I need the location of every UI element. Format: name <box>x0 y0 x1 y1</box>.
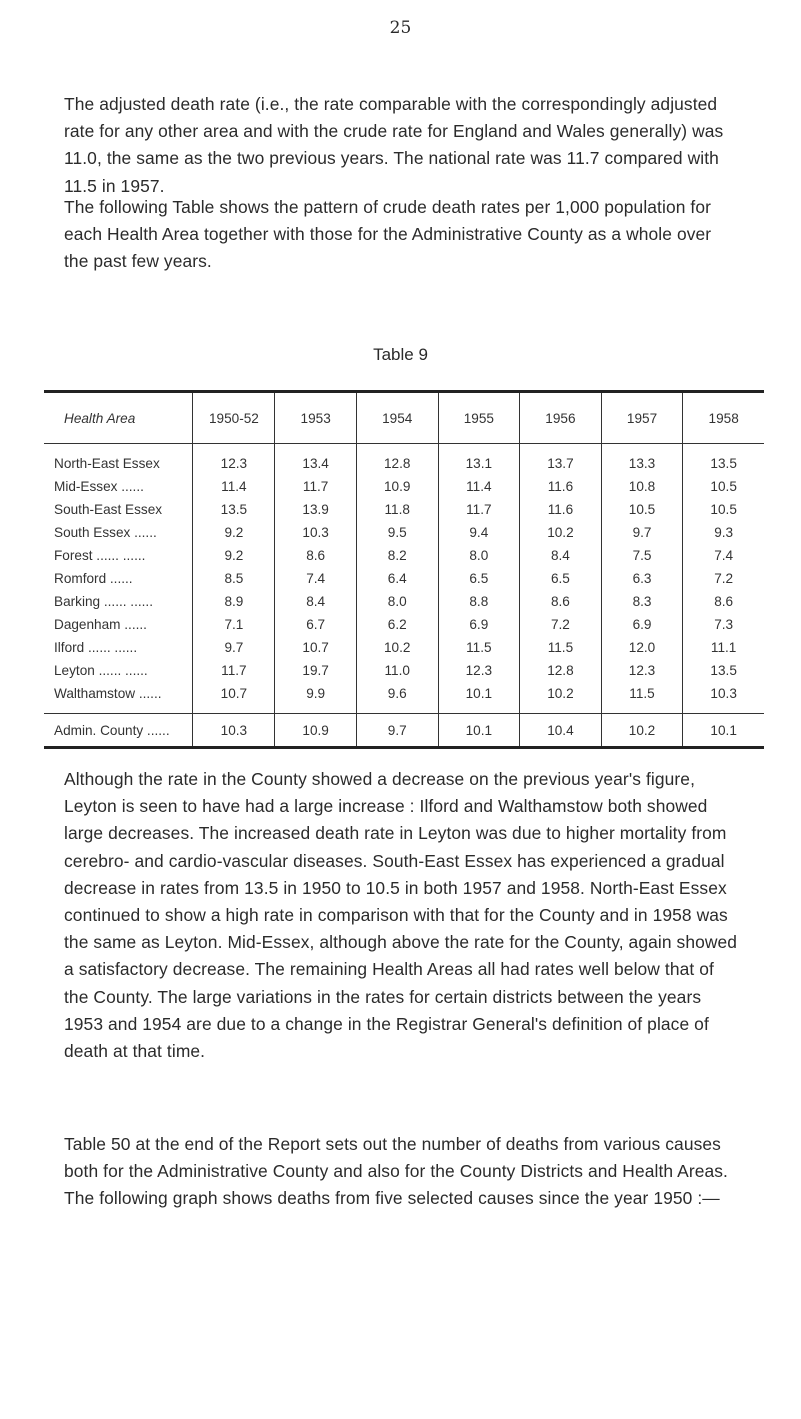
header-year: 1954 <box>356 392 438 444</box>
cell-rate: 13.4 <box>275 444 357 476</box>
cell-rate: 6.4 <box>356 567 438 590</box>
table-row <box>44 544 764 567</box>
paragraph-graph-intro: Table 50 at the end of the Report sets out the number of deaths from various causes both for the Administrative County and also for the County Districts and Health Areas. The following graph shows deaths from five selected causes since the year 1950 :— <box>64 1134 728 1209</box>
table-row <box>44 659 764 682</box>
cell-rate: 7.4 <box>683 544 764 567</box>
cell-rate: 6.7 <box>275 613 357 636</box>
cell-area-name: Leyton ...... ...... <box>54 663 148 678</box>
table-row <box>44 475 764 498</box>
cell-rate: 11.4 <box>193 475 275 498</box>
cell-rate: 11.8 <box>356 498 438 521</box>
table-row <box>44 636 764 659</box>
cell-rate: 11.5 <box>438 636 520 659</box>
cell-rate: 10.2 <box>601 714 683 748</box>
cell-rate: 10.5 <box>683 475 764 498</box>
cell-rate: 11.4 <box>438 475 520 498</box>
cell-rate: 8.6 <box>275 544 357 567</box>
cell-rate: 9.6 <box>356 682 438 714</box>
cell-area-name: South-East Essex <box>54 502 163 517</box>
cell-rate: 7.5 <box>601 544 683 567</box>
cell-rate: 11.6 <box>520 498 602 521</box>
cell-rate: 8.9 <box>193 590 275 613</box>
cell-rate: 6.5 <box>520 567 602 590</box>
paragraph-table-intro: The following Table shows the pattern of crude death rates per 1,000 population for each Health Area together with those for the Administrative County as a whole over the past few years. <box>64 197 712 272</box>
cell-rate: 8.4 <box>520 544 602 567</box>
page-number: 25 <box>389 18 412 38</box>
cell-rate: 11.7 <box>438 498 520 521</box>
cell-rate: 10.4 <box>520 714 602 748</box>
cell-rate: 8.6 <box>683 590 764 613</box>
cell-rate: 10.1 <box>683 714 764 748</box>
cell-rate: 10.1 <box>438 714 520 748</box>
cell-rate: 8.0 <box>438 544 520 567</box>
cell-rate: 11.5 <box>520 636 602 659</box>
cell-rate: 6.3 <box>601 567 683 590</box>
cell-rate: 9.4 <box>438 521 520 544</box>
cell-area-name: Dagenham ...... <box>54 617 147 632</box>
cell-rate: 12.3 <box>193 444 275 476</box>
table-row <box>44 682 764 714</box>
cell-rate: 7.2 <box>683 567 764 590</box>
table-row <box>44 613 764 636</box>
cell-rate: 8.3 <box>601 590 683 613</box>
cell-rate: 10.2 <box>356 636 438 659</box>
cell-rate: 10.5 <box>683 498 764 521</box>
cell-rate: 6.9 <box>601 613 683 636</box>
table-row <box>44 521 764 544</box>
table-row <box>44 444 764 476</box>
cell-rate: 10.9 <box>356 475 438 498</box>
cell-rate: 13.3 <box>601 444 683 476</box>
cell-area-name: Forest ...... ...... <box>54 548 146 563</box>
cell-area-name: North-East Essex <box>54 456 160 471</box>
table-header-row <box>44 392 764 444</box>
death-rates-table <box>44 390 764 749</box>
cell-area-name: Admin. County ...... <box>44 714 193 748</box>
cell-rate: 8.4 <box>275 590 357 613</box>
cell-rate: 7.1 <box>193 613 275 636</box>
header-health-area: Health Area <box>44 392 193 444</box>
cell-rate: 10.2 <box>520 682 602 714</box>
cell-rate: 8.8 <box>438 590 520 613</box>
cell-rate: 10.7 <box>193 682 275 714</box>
cell-rate: 11.7 <box>193 659 275 682</box>
cell-area-name: South Essex ...... <box>54 525 157 540</box>
cell-rate: 12.3 <box>438 659 520 682</box>
header-year: 1958 <box>683 392 764 444</box>
cell-rate: 13.5 <box>683 444 764 476</box>
cell-rate: 8.6 <box>520 590 602 613</box>
cell-rate: 11.5 <box>601 682 683 714</box>
cell-rate: 11.1 <box>683 636 764 659</box>
cell-area-name: Mid-Essex ...... <box>54 479 144 494</box>
table-row <box>44 567 764 590</box>
cell-rate: 10.3 <box>275 521 357 544</box>
cell-rate: 19.7 <box>275 659 357 682</box>
cell-rate: 8.2 <box>356 544 438 567</box>
cell-rate: 10.8 <box>601 475 683 498</box>
cell-rate: 10.7 <box>275 636 357 659</box>
cell-rate: 6.2 <box>356 613 438 636</box>
cell-rate: 11.7 <box>275 475 357 498</box>
cell-rate: 10.9 <box>275 714 357 748</box>
cell-rate: 9.2 <box>193 521 275 544</box>
cell-rate: 12.8 <box>520 659 602 682</box>
table-body <box>44 444 764 714</box>
cell-rate: 9.5 <box>356 521 438 544</box>
cell-rate: 12.3 <box>601 659 683 682</box>
cell-rate: 7.4 <box>275 567 357 590</box>
cell-area-name: Barking ...... ...... <box>54 594 153 609</box>
header-year: 1953 <box>275 392 357 444</box>
table-title: Table 9 <box>373 345 428 364</box>
cell-rate: 6.9 <box>438 613 520 636</box>
header-year: 1957 <box>601 392 683 444</box>
table-total-row <box>44 714 764 748</box>
cell-rate: 10.3 <box>193 714 275 748</box>
header-year: 1955 <box>438 392 520 444</box>
cell-rate: 11.0 <box>356 659 438 682</box>
cell-rate: 13.7 <box>520 444 602 476</box>
cell-rate: 7.2 <box>520 613 602 636</box>
cell-rate: 8.0 <box>356 590 438 613</box>
cell-rate: 9.7 <box>601 521 683 544</box>
cell-area-name: Ilford ...... ...... <box>54 640 138 655</box>
cell-rate: 12.0 <box>601 636 683 659</box>
table-row <box>44 498 764 521</box>
cell-rate: 6.5 <box>438 567 520 590</box>
cell-rate: 9.3 <box>683 521 764 544</box>
header-year: 1950-52 <box>193 392 275 444</box>
cell-area-name: Romford ...... <box>54 571 133 586</box>
header-year: 1956 <box>520 392 602 444</box>
cell-rate: 10.5 <box>601 498 683 521</box>
cell-rate: 11.6 <box>520 475 602 498</box>
cell-area-name: Walthamstow ...... <box>54 686 162 701</box>
cell-rate: 10.3 <box>683 682 764 714</box>
cell-rate: 8.5 <box>193 567 275 590</box>
cell-rate: 9.7 <box>193 636 275 659</box>
cell-rate: 13.5 <box>683 659 764 682</box>
cell-rate: 13.9 <box>275 498 357 521</box>
cell-rate: 9.7 <box>356 714 438 748</box>
cell-rate: 9.9 <box>275 682 357 714</box>
cell-rate: 10.2 <box>520 521 602 544</box>
cell-rate: 9.2 <box>193 544 275 567</box>
cell-rate: 13.1 <box>438 444 520 476</box>
paragraph-discussion: Although the rate in the County showed a decrease on the previous year's figure, Leyton is seen to have had a large increase : Ilford and Walthamstow both showed large decreases. The increased death rate in Leyton was due to higher mortality from cerebro- and cardio-vascular diseases. South-East Essex has experienced a gradual decrease in rates from 13.5 in 1950 to 10.5 in both 1957 and 1958. North-East Essex continued to show a high rate in comparison with that for the County and in 1958 was the same as Leyton. Mid-Essex, although above the rate for the County, again showed a satisfactory decrease. The remaining Health Areas all had rates well below that of the County. The large variations in the rates for certain districts between the years 1953 and 1954 are due to a change in the Registrar General's definition of place of death at that time. <box>64 769 738 1062</box>
cell-rate: 10.1 <box>438 682 520 714</box>
cell-rate: 13.5 <box>193 498 275 521</box>
paragraph-adjusted-death-rate: The adjusted death rate (i.e., the rate comparable with the correspondingly adjusted rate for any other area and with the crude rate for England and Wales generally) was 11.0, the same as the two previous years. The national rate was 11.7 compared with 11.5 in 1957. <box>64 94 724 196</box>
cell-rate: 7.3 <box>683 613 764 636</box>
table-row <box>44 590 764 613</box>
cell-rate: 12.8 <box>356 444 438 476</box>
